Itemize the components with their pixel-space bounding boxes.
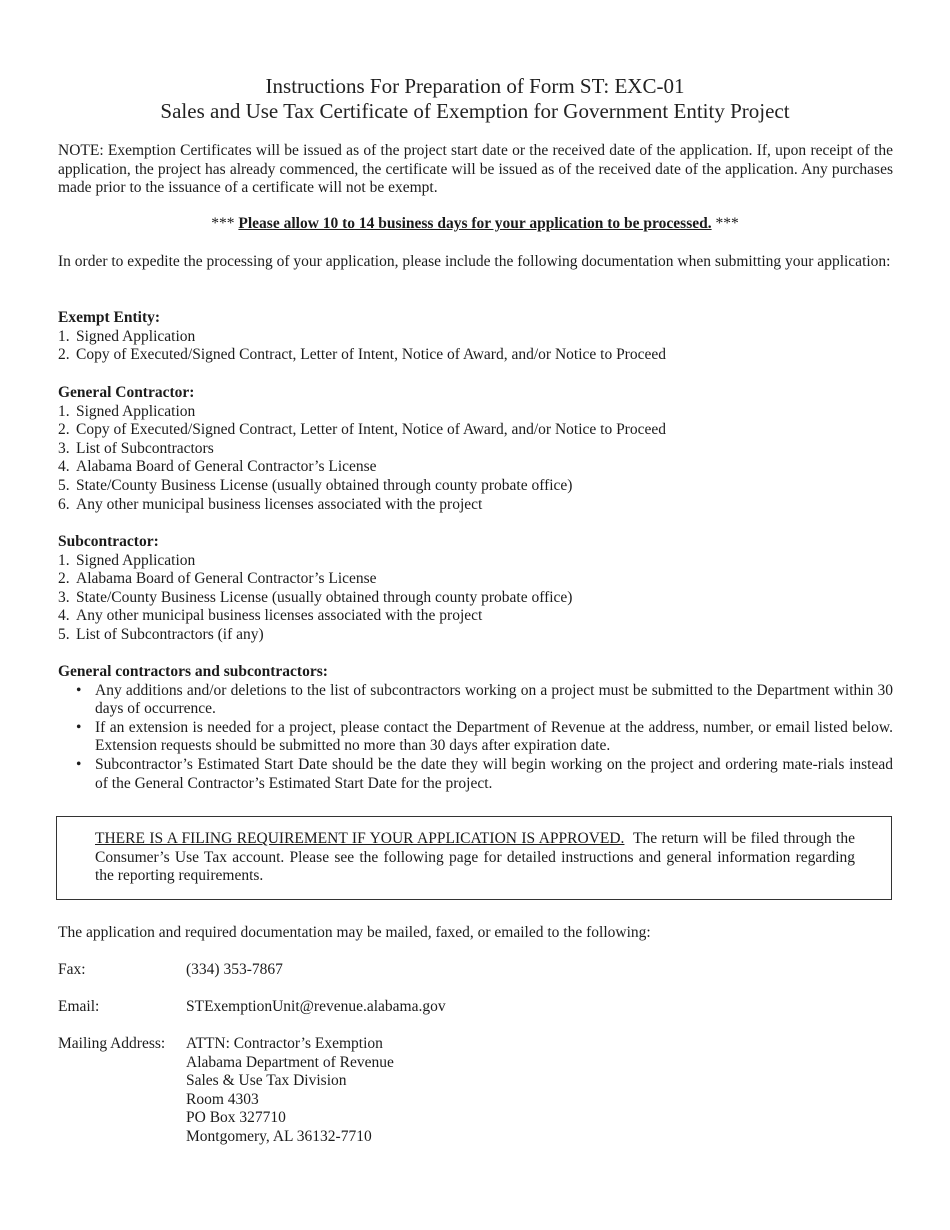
list-item: 2. Copy of Executed/Signed Contract, Letter of Intent, Notice of Award, and/or Notice to Proceed	[58, 346, 666, 364]
notice-stars-left: ***	[211, 215, 235, 232]
list-item: 5. State/County Business License (usually obtained through county probate office)	[58, 476, 573, 494]
fax-label: Fax:	[58, 961, 86, 978]
list-item: 1. Signed Application	[58, 402, 196, 420]
list-item: 1. Signed Application	[58, 327, 196, 345]
address-line: Alabama Department of Revenue	[186, 1053, 394, 1071]
address-line: Room 4303	[186, 1090, 259, 1108]
exempt-entity-section	[58, 309, 893, 365]
list-item: 5. List of Subcontractors (if any)	[58, 625, 264, 643]
mailing-address-row	[58, 1035, 394, 1147]
mailing-address-label: Mailing Address:	[58, 1035, 166, 1052]
filing-requirement-box	[56, 816, 892, 900]
subcontractor-heading: Subcontractor:	[58, 533, 159, 550]
page-title	[0, 74, 950, 124]
list-item: 4. Alabama Board of General Contractor’s License	[58, 458, 377, 476]
title-line-2: Sales and Use Tax Certificate of Exemption for Government Entity Project	[160, 99, 790, 123]
intro-paragraph: In order to expedite the processing of your application, please include the following documentation when submitting your application:	[58, 253, 891, 270]
note-paragraph: NOTE: Exemption Certificates will be issued as of the project start date or the received date of the application. If, upon receipt of the application, the project has already commenced, the certificate will be issued as of the received date of the application. Any purchases made prior to the issuance of a certificate will not be exempt.	[58, 142, 893, 197]
email-label: Email:	[58, 998, 100, 1015]
list-item: 6. Any other municipal business licenses associated with the project	[58, 495, 483, 513]
address-line: PO Box 327710	[186, 1109, 286, 1127]
list-item: 4. Any other municipal business licenses associated with the project	[58, 607, 483, 625]
address-line: Sales & Use Tax Division	[186, 1072, 347, 1090]
email-row	[58, 998, 446, 1017]
exempt-entity-heading: Exempt Entity:	[58, 309, 161, 326]
address-line: ATTN: Contractor’s Exemption	[186, 1035, 383, 1052]
notice-text: Please allow 10 to 14 business days for your application to be processed.	[238, 215, 712, 232]
bullet-icon: •	[76, 718, 82, 736]
bullet-item: • Subcontractor’s Estimated Start Date should be the date they will begin working on the project and ordering mate-rials instead of the General Contractor’s Estimated Start Date for the project.	[76, 755, 893, 792]
list-item: 3. State/County Business License (usually obtained through county probate office)	[58, 588, 573, 606]
bullet-icon: •	[76, 755, 82, 773]
email-address: STExemptionUnit@revenue.alabama.gov	[186, 998, 446, 1015]
bullet-item: • Any additions and/or deletions to the list of subcontractors working on a project must be submitted to the Department within 30 days of occurrence.	[76, 681, 893, 718]
list-item: 2. Alabama Board of General Contractor’s License	[58, 570, 377, 588]
notice-stars-right: ***	[715, 215, 739, 232]
contractors-notes-section	[58, 663, 893, 793]
general-contractor-section	[58, 384, 893, 514]
list-item: 2. Copy of Executed/Signed Contract, Letter of Intent, Notice of Award, and/or Notice to Proceed	[58, 421, 666, 439]
mailing-address	[186, 1035, 394, 1147]
filing-requirement-text: The return will be filed through the Consumer’s Use Tax account. Please see the following page for detailed instructions and general information regarding the reporting requirements.	[95, 830, 859, 885]
contractors-notes-heading: General contractors and subcontractors:	[58, 663, 328, 680]
processing-notice	[0, 215, 950, 234]
fax-row	[58, 961, 283, 980]
general-contractor-heading: General Contractor:	[58, 384, 195, 401]
bullet-icon: •	[76, 681, 82, 699]
list-item: 3. List of Subcontractors	[58, 439, 214, 457]
bullet-item: • If an extension is needed for a project, please contact the Department of Revenue at the address, number, or email listed below. Extension requests should be submitted no more than 30 days after expiration date.	[76, 718, 893, 755]
subcontractor-section	[58, 533, 893, 645]
filing-requirement-heading: THERE IS A FILING REQUIREMENT IF YOUR APPLICATION IS APPROVED.	[95, 830, 625, 847]
submission-paragraph: The application and required documentation may be mailed, faxed, or emailed to the following:	[58, 924, 651, 941]
title-line-1: Instructions For Preparation of Form ST: EXC-01	[265, 74, 685, 98]
address-line: Montgomery, AL 36132-7710	[186, 1127, 372, 1145]
fax-number: (334) 353-7867	[186, 961, 283, 978]
list-item: 1. Signed Application	[58, 551, 196, 569]
